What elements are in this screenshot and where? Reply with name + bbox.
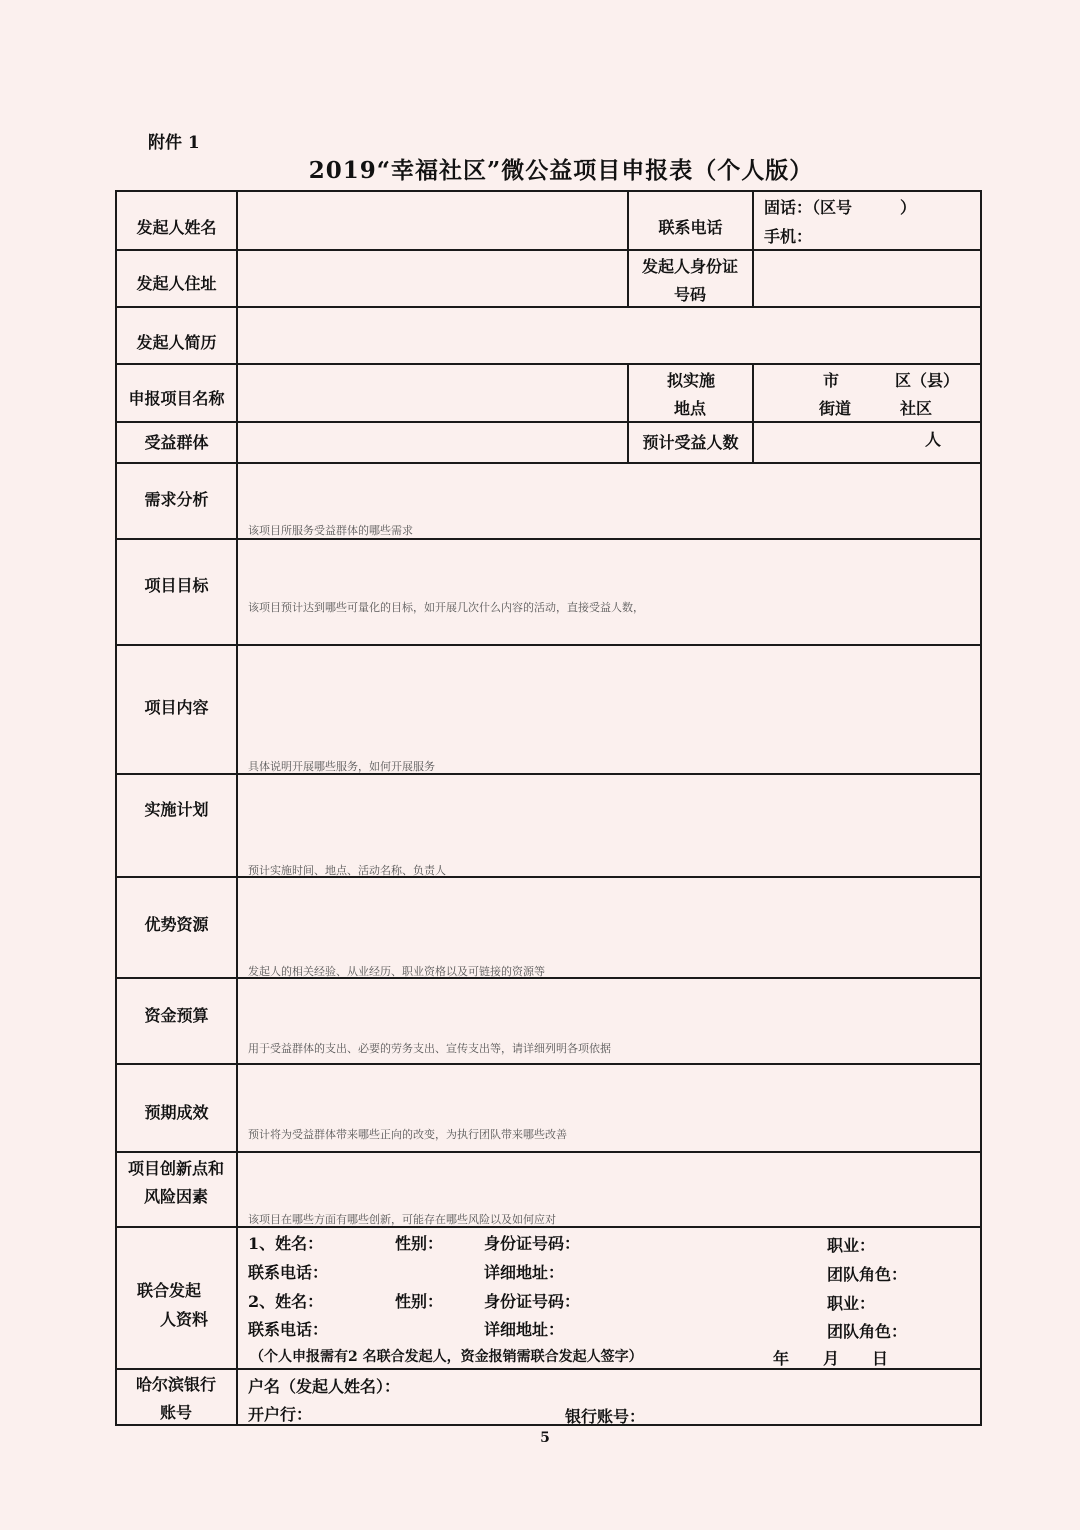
project-goals-hint: 该项目预计达到哪些可量化的目标，如开展几次什么内容的活动，直接受益人数， [248,601,644,614]
expected-outcomes-label: 预期成效 [144,1103,209,1122]
bank-account-label-line2: 账号 [160,1403,193,1422]
implementation-plan-hint: 预计实施时间、地点、活动名称、负责人 [248,864,446,877]
co1-phone[interactable]: 联系电话： [248,1263,329,1282]
co2-phone[interactable]: 联系电话： [248,1320,329,1339]
project-content-label: 项目内容 [144,698,209,717]
bank-account-number[interactable]: 银行账号： [565,1407,646,1426]
co-initiators-label-line2: 人资料 [160,1310,209,1329]
co2-occupation[interactable]: 职业： [827,1294,876,1313]
co2-gender[interactable]: 性别： [395,1292,444,1311]
initiator-address-field[interactable] [238,251,627,306]
location-label-line1: 拟实施 [667,371,716,390]
co2-team-role[interactable]: 团队角色： [827,1322,908,1341]
budget-label: 资金预算 [144,1006,209,1025]
city-label: 市 [823,371,840,390]
co-initiators-note: （个人申报需有2 名联合发起人，资金报销需联合发起人签字） [250,1349,643,1365]
co2-address[interactable]: 详细地址： [484,1320,565,1339]
project-content-field[interactable] [238,646,980,773]
location-label [629,365,752,421]
date-day: 日 [872,1349,889,1368]
beneficiary-group-field[interactable] [238,423,627,462]
co1-team-role[interactable]: 团队角色： [827,1265,908,1284]
bank-account-label-line1: 哈尔滨银行 [136,1375,217,1394]
opening-bank[interactable]: 开户行： [248,1405,313,1424]
landline-field[interactable]: 固话：（区号 ） [764,198,917,217]
project-name-label: 申报项目名称 [128,389,225,408]
co1-id-number[interactable]: 身份证号码： [484,1234,581,1253]
id-number-label [629,251,752,306]
form-title: 2019“幸福社区”微公益项目申报表（个人版） [308,157,814,184]
table-border-right [980,190,982,1426]
community-label: 社区 [900,399,933,418]
innovation-risk-label-line2: 风险因素 [144,1187,209,1206]
contact-phone-label: 联系电话 [658,218,723,237]
co2-id-number[interactable]: 身份证号码： [484,1292,581,1311]
co2-name[interactable]: 2、姓名： [248,1292,324,1311]
project-goals-field[interactable] [238,540,980,644]
project-goals-label: 项目目标 [144,576,209,595]
table-border-bottom [115,1424,982,1426]
advantage-resources-label: 优势资源 [144,915,209,934]
co1-address[interactable]: 详细地址： [484,1263,565,1282]
advantage-resources-hint: 发起人的相关经验、从业经历、职业资格以及可链接的资源等 [248,965,545,978]
beneficiary-group-label: 受益群体 [144,432,209,452]
bank-account-field[interactable] [238,1370,980,1424]
co1-occupation[interactable]: 职业： [827,1236,876,1255]
co1-gender[interactable]: 性别： [395,1234,444,1253]
estimated-beneficiaries-field[interactable] [754,423,980,462]
date-month: 月 [823,1349,840,1368]
id-number-field[interactable] [754,251,980,306]
attachment-label: 附件 1 [148,133,200,153]
innovation-risk-label-line1: 项目创新点和 [128,1159,225,1178]
page-number: 5 [540,1430,550,1446]
co1-name[interactable]: 1、姓名： [248,1234,324,1253]
co-initiators-label-line1: 联合发起 [137,1281,202,1300]
project-name-field[interactable] [238,365,627,421]
expected-outcomes-hint: 预计将为受益群体带来哪些正向的改变，为执行团队带来哪些改善 [248,1128,567,1141]
budget-hint: 用于受益群体的支出、必要的劳务支出、宣传支出等，请详细列明各项依据 [248,1042,611,1055]
implementation-plan-label: 实施计划 [144,800,209,819]
location-label-line2: 地点 [674,399,707,418]
innovation-risk-label [117,1153,236,1226]
needs-analysis-hint: 该项目所服务受益群体的哪些需求 [248,524,413,537]
innovation-risk-hint: 该项目在哪些方面有哪些创新，可能存在哪些风险以及如何应对 [248,1213,556,1226]
id-number-label-line1: 发起人身份证 [642,257,739,276]
initiator-name-label: 发起人姓名 [136,218,217,237]
initiator-address-label: 发起人住址 [136,274,217,293]
initiator-resume-label: 发起人简历 [136,333,217,352]
district-label: 区（县） [895,371,960,390]
location-field[interactable] [754,365,980,421]
co-initiators-label [117,1228,236,1368]
implementation-plan-field[interactable] [238,775,980,876]
mobile-field[interactable]: 手机： [764,227,813,246]
co-initiators-field[interactable] [238,1228,980,1368]
date-year: 年 [773,1349,790,1368]
street-label: 街道 [819,399,852,418]
estimated-beneficiaries-label: 预计受益人数 [642,432,739,452]
bank-account-label [117,1370,236,1424]
id-number-label-line2: 号码 [674,285,707,304]
project-content-hint: 具体说明开展哪些服务，如何开展服务 [248,760,435,773]
account-holder-name[interactable]: 户名（发起人姓名）： [248,1377,401,1396]
initiator-name-field[interactable] [238,192,627,249]
person-unit: 人 [925,430,942,449]
needs-analysis-label: 需求分析 [144,490,209,509]
initiator-resume-field[interactable] [238,308,980,363]
